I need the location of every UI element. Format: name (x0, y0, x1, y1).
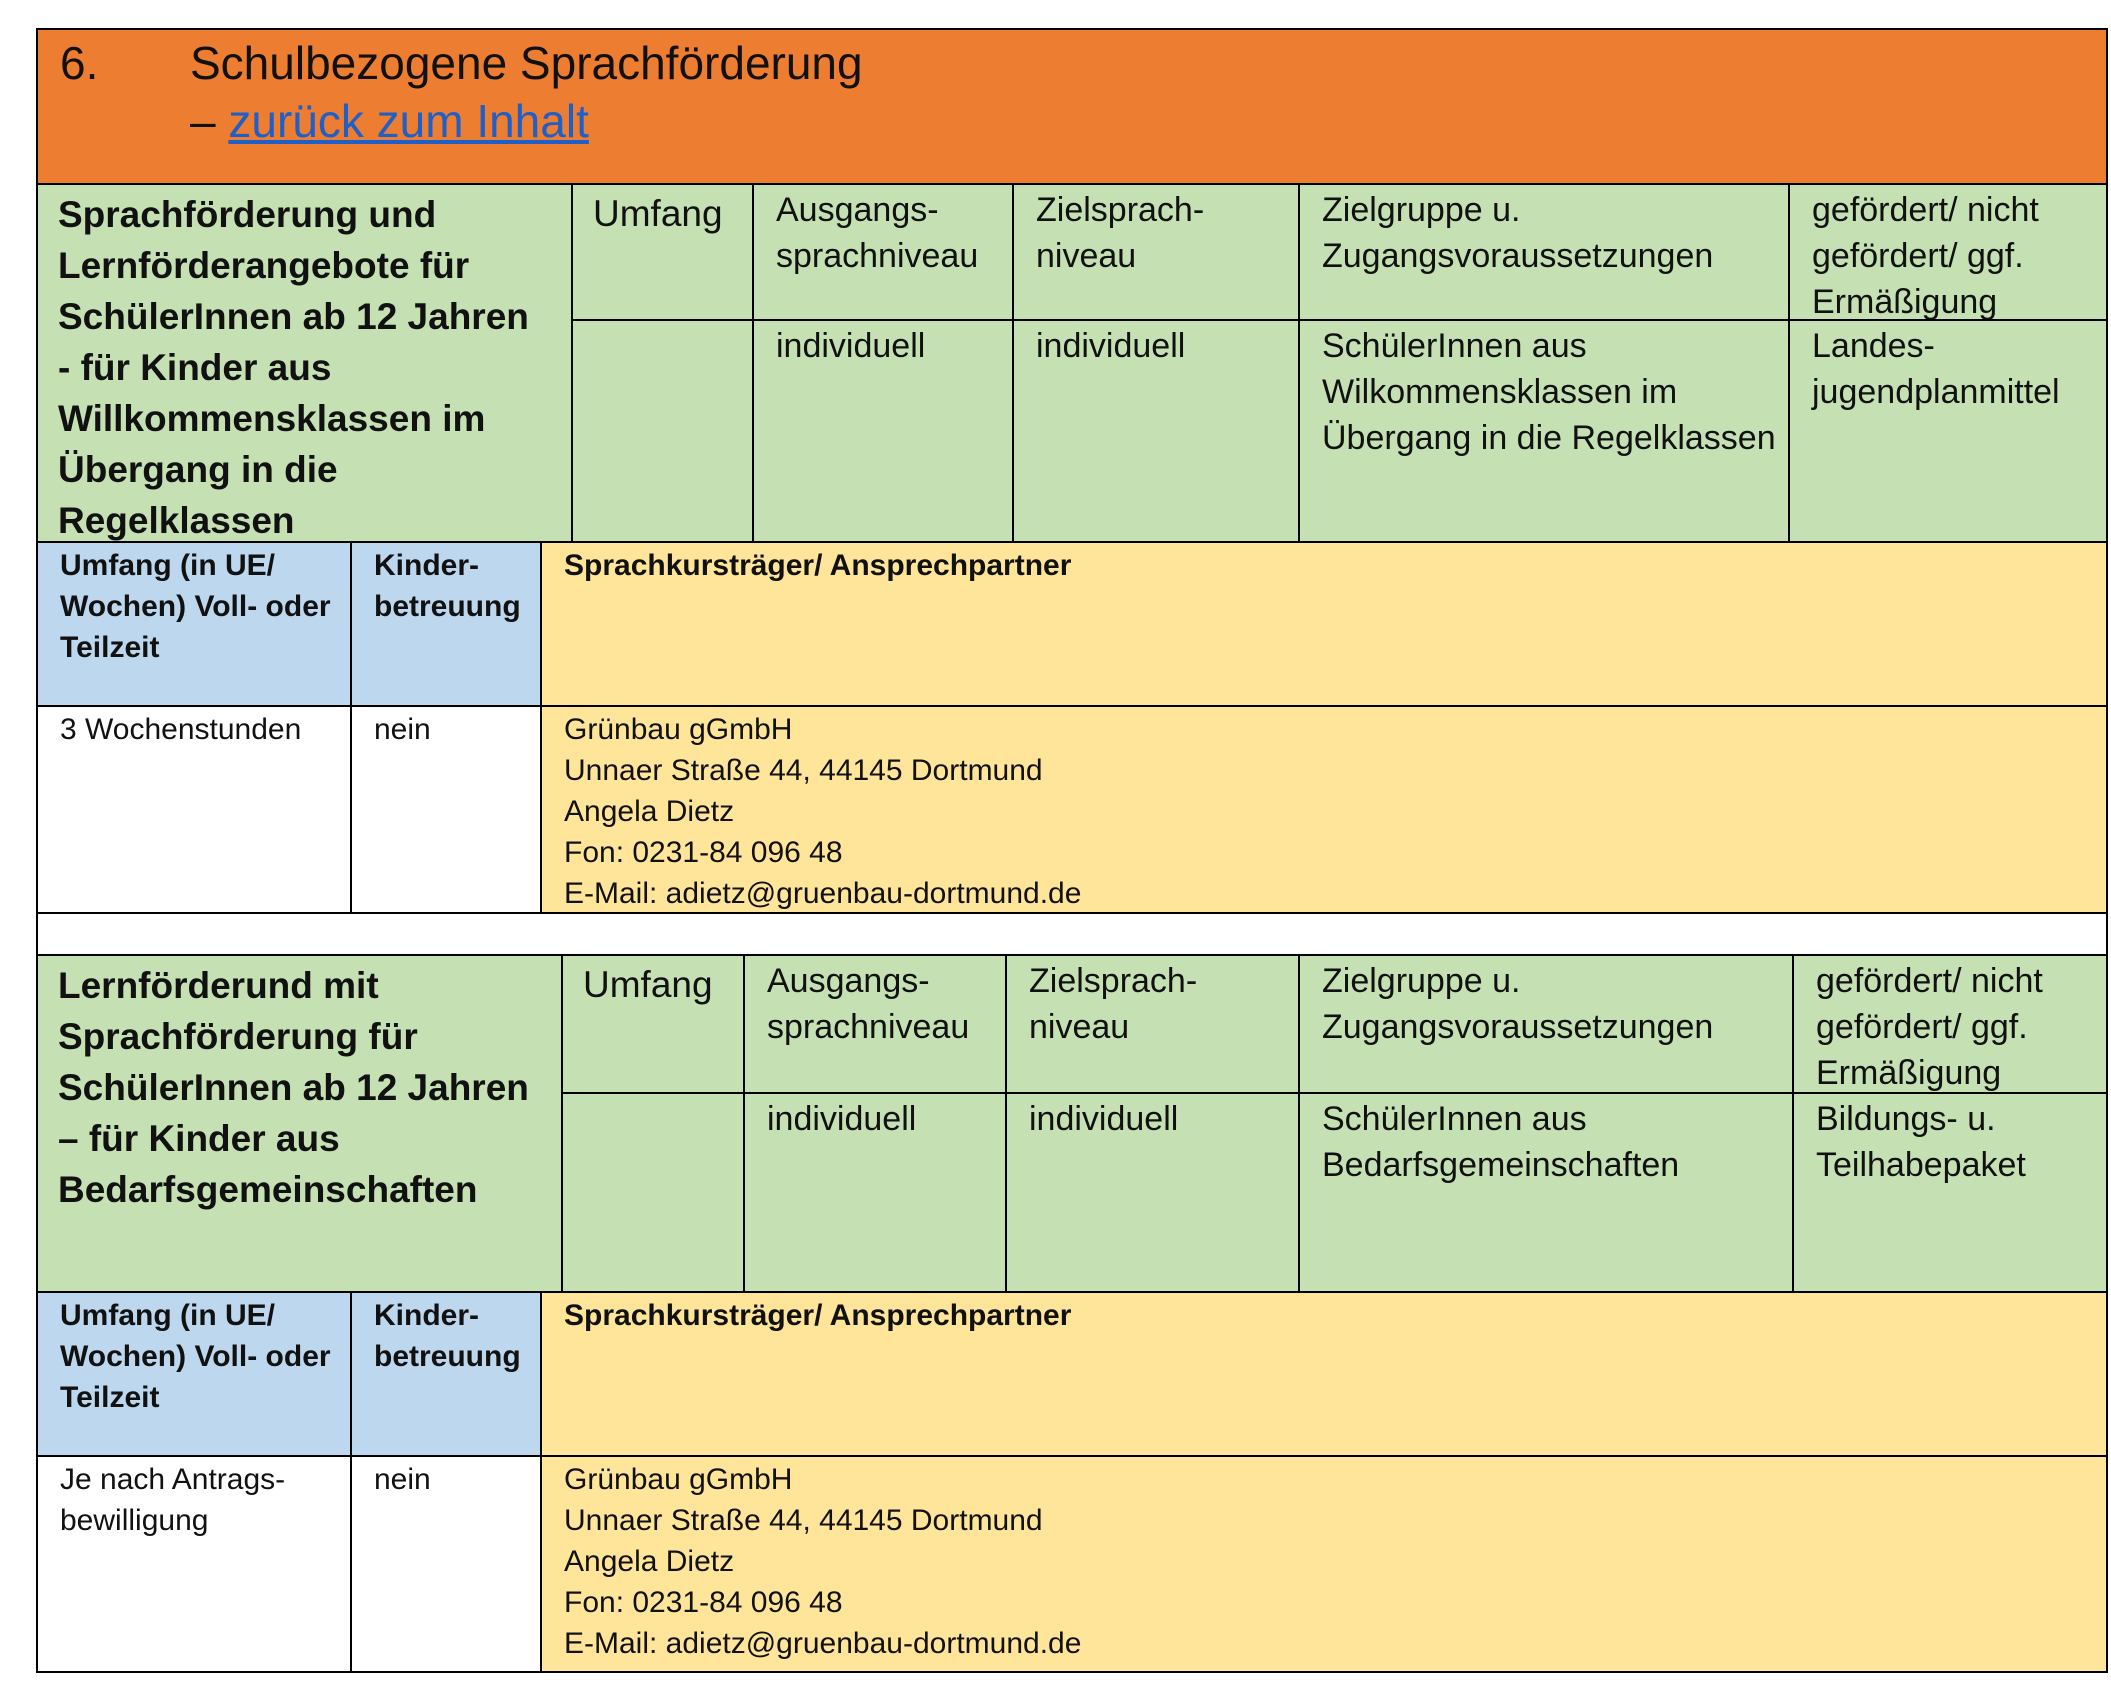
kinderbetreuung-header-cell (350, 541, 542, 707)
foerderung-value-cell (1792, 1092, 2108, 1293)
ausgang-value: individuell (767, 1100, 917, 1138)
offer-title: Lernförderund mit Sprachförderung für SchülerInnen ab 12 Jahren – für Kinder aus Bedarfsgemeinschaften (58, 965, 529, 1210)
offer-title-cell (36, 183, 573, 543)
traeger-header-cell (540, 541, 2108, 707)
spacer-row (36, 912, 2108, 956)
zielgruppe-value-cell (1298, 1092, 1794, 1293)
foerderung-value: Bildungs- u. Teilhabepaket (1816, 1100, 2026, 1184)
section-number: 6. (60, 37, 99, 89)
kinderbetreuung-value-cell (350, 705, 542, 914)
umfang-zeit-value: Je nach Antrags- bewilligung (60, 1463, 286, 1537)
kinderbetreuung-value-cell (350, 1455, 542, 1673)
zielgruppe-header: Zielgruppe u. Zugangsvoraussetzungen (1322, 191, 1714, 275)
provider-contact-cell (540, 705, 2108, 914)
umfang-header-cell (571, 183, 754, 321)
ausgang-header: Ausgangs- sprachniveau (776, 191, 979, 275)
foerderung-header-cell (1788, 183, 2108, 321)
kinderbetreuung-header: Kinder- betreuung (374, 549, 521, 623)
umfang-zeit-header-cell (36, 541, 352, 707)
ausgang-value: individuell (776, 327, 926, 365)
ziel-header: Zielsprach- niveau (1029, 962, 1198, 1046)
section-header (36, 28, 2108, 185)
section-title: Schulbezogene Sprachförderung (190, 37, 863, 89)
offer-title-cell (36, 954, 563, 1293)
ziel-value-cell (1005, 1092, 1300, 1293)
traeger-header-cell (540, 1291, 2108, 1457)
traeger-header: Sprachkursträger/ Ansprechpartner (564, 1299, 1072, 1332)
kinderbetreuung-value: nein (374, 713, 431, 746)
kinderbetreuung-header: Kinder- betreuung (374, 1299, 521, 1373)
foerderung-header: gefördert/ nicht gefördert/ ggf. Ermäßigung (1816, 962, 2043, 1092)
kinderbetreuung-header-cell (350, 1291, 542, 1457)
back-link-line (190, 94, 589, 148)
provider-contact-cell (540, 1455, 2108, 1673)
ausgang-value-cell (752, 319, 1014, 543)
umfang-value-cell (561, 1092, 745, 1293)
ziel-value-cell (1012, 319, 1300, 543)
ausgang-header-cell (743, 954, 1007, 1094)
ausgang-header-cell (752, 183, 1014, 321)
umfang-header: Umfang (583, 964, 713, 1005)
offer-title: Sprachförderung und Lernförderangebote für SchülerInnen ab 12 Jahren - für Kinder aus Willkommensklassen im Übergang in die Regelklassen (58, 194, 529, 541)
dash: – (190, 95, 229, 147)
umfang-header-cell (561, 954, 745, 1094)
ziel-header-cell (1012, 183, 1300, 321)
umfang-zeit-value-cell (36, 705, 352, 914)
ziel-value: individuell (1036, 327, 1186, 365)
zielgruppe-header: Zielgruppe u. Zugangsvoraussetzungen (1322, 962, 1714, 1046)
foerderung-value: Landes- jugendplanmittel (1812, 327, 2060, 411)
kinderbetreuung-value: nein (374, 1463, 431, 1496)
zielgruppe-header-cell (1298, 954, 1794, 1094)
document-table (36, 28, 2108, 1673)
zielgruppe-value: SchülerInnen aus Wilkommensklassen im Übergang in die Regelklassen (1322, 327, 1776, 457)
umfang-value-cell (571, 319, 754, 543)
umfang-header: Umfang (593, 193, 723, 234)
foerderung-header: gefördert/ nicht gefördert/ ggf. Ermäßigung (1812, 191, 2039, 321)
umfang-zeit-header: Umfang (in UE/ Wochen) Voll- oder Teilzeit (60, 1299, 331, 1414)
provider-contact: Grünbau gGmbH Unnaer Straße 44, 44145 Dortmund Angela Dietz Fon: 0231-84 096 48 E-Mail: adietz@gruenbau-dortmund.de (564, 1463, 1082, 1660)
provider-contact: Grünbau gGmbH Unnaer Straße 44, 44145 Dortmund Angela Dietz Fon: 0231-84 096 48 E-Mail: adietz@gruenbau-dortmund.de (564, 713, 1082, 910)
ausgang-header: Ausgangs- sprachniveau (767, 962, 970, 1046)
umfang-zeit-header: Umfang (in UE/ Wochen) Voll- oder Teilzeit (60, 549, 331, 664)
ziel-header: Zielsprach- niveau (1036, 191, 1205, 275)
back-to-contents-link[interactable]: zurück zum Inhalt (228, 95, 589, 147)
foerderung-header-cell (1792, 954, 2108, 1094)
umfang-zeit-value-cell (36, 1455, 352, 1673)
ziel-value: individuell (1029, 1100, 1179, 1138)
umfang-zeit-header-cell (36, 1291, 352, 1457)
zielgruppe-value: SchülerInnen aus Bedarfsgemeinschaften (1322, 1100, 1680, 1184)
traeger-header: Sprachkursträger/ Ansprechpartner (564, 549, 1072, 582)
zielgruppe-value-cell (1298, 319, 1790, 543)
foerderung-value-cell (1788, 319, 2108, 543)
ausgang-value-cell (743, 1092, 1007, 1293)
ziel-header-cell (1005, 954, 1300, 1094)
zielgruppe-header-cell (1298, 183, 1790, 321)
umfang-zeit-value: 3 Wochenstunden (60, 713, 302, 746)
